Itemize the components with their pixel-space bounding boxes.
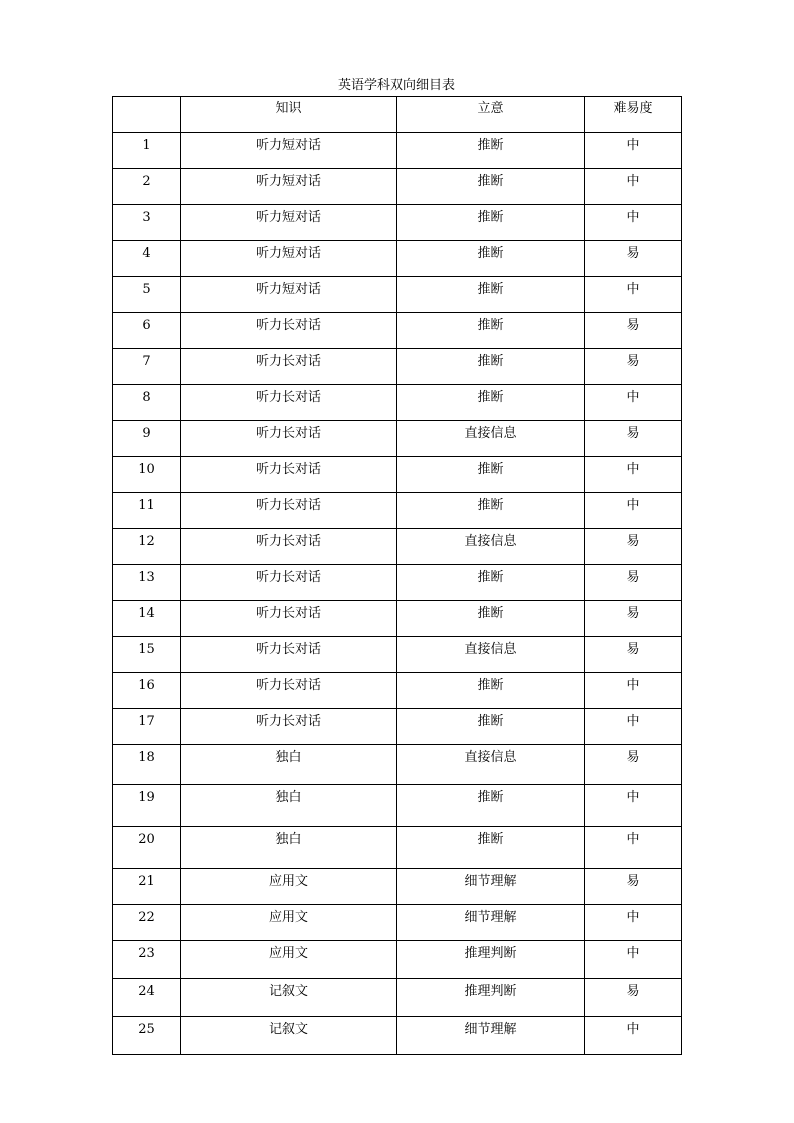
table-row <box>113 601 682 637</box>
table-row <box>113 869 682 905</box>
cell-num: 22 <box>113 905 181 941</box>
table-row <box>113 169 682 205</box>
cell-num: 6 <box>113 313 181 349</box>
header-row <box>113 97 682 133</box>
table-row <box>113 133 682 169</box>
cell-intent: 推断 <box>397 169 585 205</box>
table-row <box>113 637 682 673</box>
cell-num: 25 <box>113 1017 181 1055</box>
table-row <box>113 529 682 565</box>
cell-num: 21 <box>113 869 181 905</box>
cell-num: 9 <box>113 421 181 457</box>
cell-intent: 直接信息 <box>397 745 585 785</box>
cell-difficulty: 中 <box>585 1017 682 1055</box>
cell-knowledge: 听力长对话 <box>181 457 397 493</box>
cell-num: 7 <box>113 349 181 385</box>
cell-knowledge: 应用文 <box>181 869 397 905</box>
table-row <box>113 493 682 529</box>
cell-knowledge: 听力短对话 <box>181 169 397 205</box>
cell-intent: 推理判断 <box>397 941 585 979</box>
cell-intent: 推断 <box>397 277 585 313</box>
cell-difficulty: 易 <box>585 565 682 601</box>
cell-knowledge: 记叙文 <box>181 979 397 1017</box>
table-row <box>113 457 682 493</box>
cell-knowledge: 听力长对话 <box>181 313 397 349</box>
table-row <box>113 941 682 979</box>
table-row <box>113 349 682 385</box>
cell-knowledge: 应用文 <box>181 905 397 941</box>
cell-difficulty: 易 <box>585 979 682 1017</box>
cell-knowledge: 独白 <box>181 745 397 785</box>
cell-num: 4 <box>113 241 181 277</box>
cell-intent: 推断 <box>397 205 585 241</box>
cell-num: 8 <box>113 385 181 421</box>
cell-intent: 推断 <box>397 601 585 637</box>
cell-difficulty: 中 <box>585 133 682 169</box>
cell-intent: 推断 <box>397 457 585 493</box>
cell-knowledge: 应用文 <box>181 941 397 979</box>
cell-intent: 细节理解 <box>397 905 585 941</box>
cell-difficulty: 易 <box>585 313 682 349</box>
cell-intent: 直接信息 <box>397 637 585 673</box>
cell-difficulty: 易 <box>585 349 682 385</box>
cell-num: 16 <box>113 673 181 709</box>
cell-intent: 细节理解 <box>397 1017 585 1055</box>
cell-knowledge: 听力长对话 <box>181 529 397 565</box>
cell-knowledge: 听力长对话 <box>181 385 397 421</box>
cell-difficulty: 易 <box>585 745 682 785</box>
cell-difficulty: 中 <box>585 673 682 709</box>
table-row <box>113 827 682 869</box>
header-knowledge: 知识 <box>181 97 397 133</box>
header-difficulty: 难易度 <box>585 97 682 133</box>
cell-difficulty: 中 <box>585 169 682 205</box>
cell-intent: 推断 <box>397 385 585 421</box>
cell-knowledge: 听力长对话 <box>181 421 397 457</box>
cell-knowledge: 听力长对话 <box>181 673 397 709</box>
table-row <box>113 205 682 241</box>
specification-table <box>112 96 682 1055</box>
cell-knowledge: 听力短对话 <box>181 133 397 169</box>
cell-knowledge: 记叙文 <box>181 1017 397 1055</box>
cell-intent: 推断 <box>397 709 585 745</box>
cell-num: 18 <box>113 745 181 785</box>
cell-num: 14 <box>113 601 181 637</box>
cell-difficulty: 中 <box>585 457 682 493</box>
cell-intent: 推断 <box>397 565 585 601</box>
cell-num: 2 <box>113 169 181 205</box>
cell-difficulty: 中 <box>585 277 682 313</box>
table-row <box>113 1017 682 1055</box>
cell-difficulty: 中 <box>585 905 682 941</box>
cell-knowledge: 听力长对话 <box>181 709 397 745</box>
cell-intent: 直接信息 <box>397 421 585 457</box>
cell-intent: 推断 <box>397 673 585 709</box>
cell-difficulty: 中 <box>585 941 682 979</box>
cell-difficulty: 易 <box>585 241 682 277</box>
cell-difficulty: 易 <box>585 529 682 565</box>
cell-intent: 推断 <box>397 493 585 529</box>
cell-intent: 细节理解 <box>397 869 585 905</box>
cell-knowledge: 独白 <box>181 827 397 869</box>
header-intent: 立意 <box>397 97 585 133</box>
table-row <box>113 385 682 421</box>
cell-knowledge: 听力短对话 <box>181 241 397 277</box>
cell-intent: 直接信息 <box>397 529 585 565</box>
cell-difficulty: 易 <box>585 601 682 637</box>
cell-intent: 推断 <box>397 827 585 869</box>
cell-num: 13 <box>113 565 181 601</box>
cell-knowledge: 听力长对话 <box>181 493 397 529</box>
cell-intent: 推断 <box>397 785 585 827</box>
cell-num: 20 <box>113 827 181 869</box>
cell-difficulty: 易 <box>585 421 682 457</box>
cell-num: 19 <box>113 785 181 827</box>
cell-knowledge: 听力长对话 <box>181 637 397 673</box>
cell-difficulty: 易 <box>585 869 682 905</box>
table-row <box>113 565 682 601</box>
cell-num: 3 <box>113 205 181 241</box>
cell-difficulty: 中 <box>585 385 682 421</box>
cell-intent: 推断 <box>397 133 585 169</box>
cell-intent: 推断 <box>397 313 585 349</box>
cell-intent: 推断 <box>397 241 585 277</box>
page-title: 英语学科双向细目表 <box>337 78 455 93</box>
table-row <box>113 673 682 709</box>
cell-knowledge: 独白 <box>181 785 397 827</box>
cell-knowledge: 听力短对话 <box>181 277 397 313</box>
table-row <box>113 421 682 457</box>
table-body <box>113 133 682 1055</box>
cell-difficulty: 中 <box>585 493 682 529</box>
cell-num: 23 <box>113 941 181 979</box>
cell-knowledge: 听力短对话 <box>181 205 397 241</box>
cell-difficulty: 中 <box>585 709 682 745</box>
table-row <box>113 313 682 349</box>
table-row <box>113 241 682 277</box>
cell-num: 17 <box>113 709 181 745</box>
cell-num: 5 <box>113 277 181 313</box>
header-num <box>113 97 181 133</box>
cell-num: 12 <box>113 529 181 565</box>
table-row <box>113 277 682 313</box>
cell-difficulty: 中 <box>585 827 682 869</box>
table-row <box>113 745 682 785</box>
cell-num: 10 <box>113 457 181 493</box>
cell-num: 11 <box>113 493 181 529</box>
cell-knowledge: 听力长对话 <box>181 349 397 385</box>
table-row <box>113 979 682 1017</box>
cell-knowledge: 听力长对话 <box>181 601 397 637</box>
table-row <box>113 709 682 745</box>
cell-intent: 推断 <box>397 349 585 385</box>
cell-knowledge: 听力长对话 <box>181 565 397 601</box>
cell-difficulty: 中 <box>585 785 682 827</box>
cell-difficulty: 中 <box>585 205 682 241</box>
cell-difficulty: 易 <box>585 637 682 673</box>
table-row <box>113 905 682 941</box>
cell-intent: 推理判断 <box>397 979 585 1017</box>
table-row <box>113 785 682 827</box>
cell-num: 1 <box>113 133 181 169</box>
cell-num: 15 <box>113 637 181 673</box>
cell-num: 24 <box>113 979 181 1017</box>
